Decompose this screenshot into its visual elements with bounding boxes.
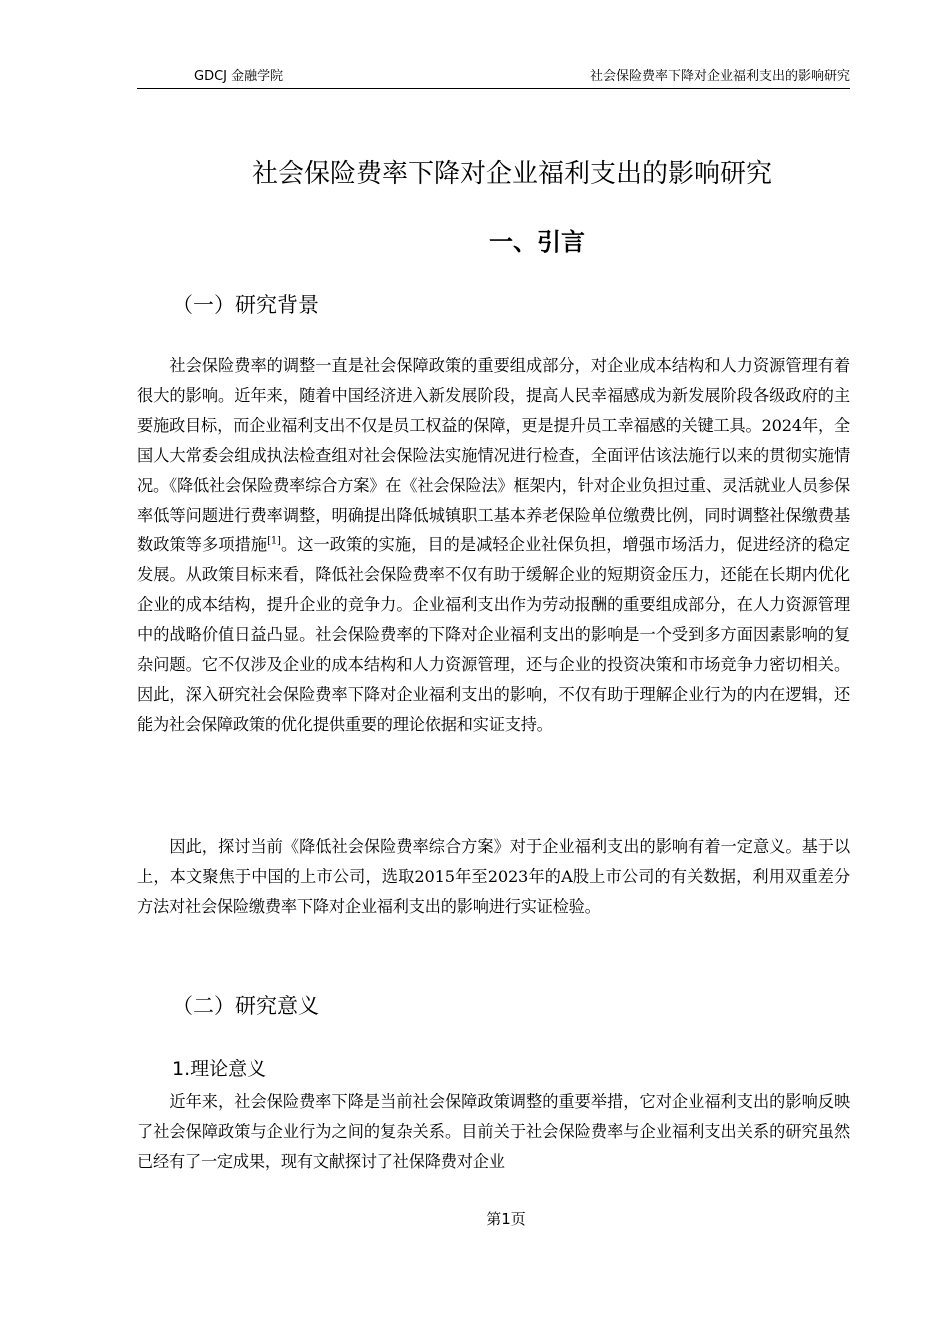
body-paragraph-theoretical-1: 近年来，社会保险费率下降是当前社会保障政策调整的重要举措，它对企业福利支出的影响反映了社会保障政策与企业行为之间的复杂关系。目前关于社会保险费率与企业福利支出关系的研究虽然已经有了一定成果，现有文献探讨了社保降费对企业 [137,1092,850,1171]
paragraph-text-after-citation: 。这一政策的实施，目的是减轻企业社保负担，增强市场活力，促进经济的稳定发展。从政策目标来看，降低社会保险费率不仅有助于缓解企业的短期资金压力，还能在长期内优化企业的成本结构，提升企业的竞争力。企业福利支出作为劳动报酬的重要组成部分，在人力资源管理中的战略价值日益凸显。社会保险费率的下降对企业福利支出的影响是一个受到多方面因素影响的复杂问题。它不仅涉及企业的成本结构和人力资源管理，还与企业的投资决策和市场竞争力密切相关。因此，深入研究社会保险费率下降对企业福利支出的影响，不仅有助于理解企业行为的内在逻辑，还能为社会保障政策的优化提供重要的理论依据和实证支持。 [137,535,850,734]
subsection-heading-theoretical: 1.理论意义 [172,1058,267,1080]
header-right-text: 社会保险费率下降对企业福利支出的影响研究 [589,69,850,84]
body-paragraph-background-2: 因此，探讨当前《降低社会保险费率综合方案》对于企业福利支出的影响有着一定意义。基于以上，本文聚焦于中国的上市公司，选取2015年至2023年的A股上市公司的有关数据，利用双重差分方法对社会保险缴费率下降对企业福利支出的影响进行实证检验。 [137,837,850,916]
paragraph-text-before-citation: 社会保险费率的调整一直是社会保障政策的重要组成部分，对企业成本结构和人力资源管理有着很大的影响。近年来，随着中国经济进入新发展阶段，提高人民幸福感成为新发展阶段各级政府的主要施政目标，而企业福利支出不仅是员工权益的保障，更是提升员工幸福感的关键工具。2024年，全国人大常委会组成执法检查组对社会保险法实施情况进行检查，全面评估该法施行以来的贯彻实施情况。《降低社会保险费率综合方案》在《社会保险法》框架内，针对企业负担过重、灵活就业人员参保率低等问题进行费率调整，明确提出降低城镇职工基本养老保险单位缴费比例，同时调整社保缴费基数政策等多项措施 [137,356,850,555]
chapter-heading: 一、引言 [489,228,585,256]
section-heading-background: （一）研究背景 [172,293,319,317]
document-title: 社会保险费率下降对企业福利支出的影响研究 [251,159,772,189]
section-heading-significance: （二）研究意义 [172,994,319,1018]
citation-ref-1[interactable]: [1] [267,536,281,548]
page-number: 第1页 [486,1210,526,1228]
body-paragraph-background-1 [137,351,850,740]
header-left-text: GDCJ 金融学院 [194,69,284,84]
page-header [137,68,850,89]
